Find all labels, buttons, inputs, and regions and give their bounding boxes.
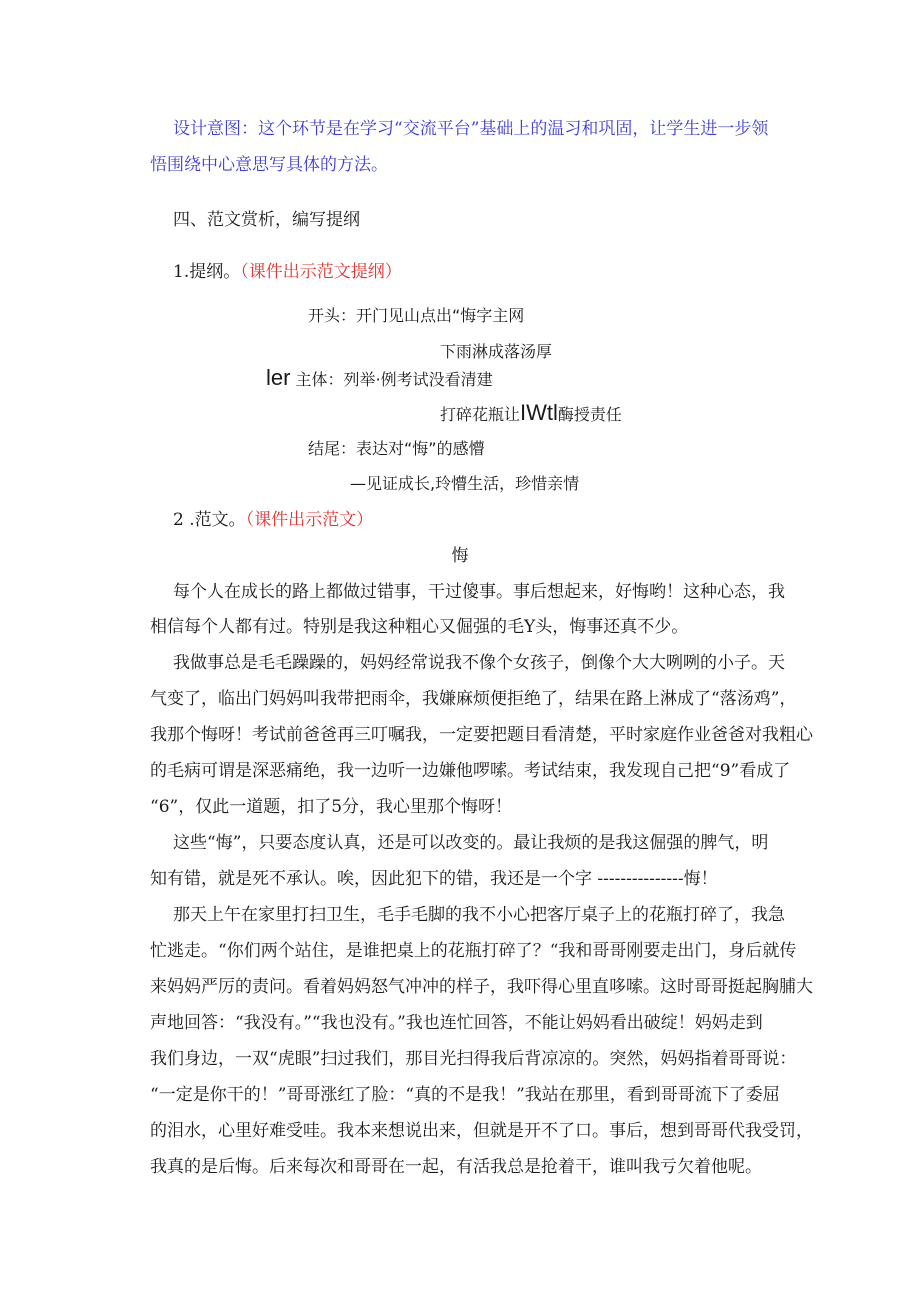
essay-p4-line-5: 我们身边，一双“虎眼”扫过我们，那目光扫得我后背凉凉的。突然，妈妈指着哥哥说： — [150, 1049, 797, 1069]
essay-p1-line-1: 每个人在成长的路上都做过错事，干过傻事。事后想起来，好悔哟！这种心态，我 — [173, 582, 785, 602]
essay-p1-line-2: 相信每个人都有过。特别是我这种粗心又倔强的毛Y头，悔事还真不少。 — [150, 617, 689, 637]
essay-p4-line-3: 来妈妈严厉的责问。看着妈妈怒气冲冲的样子，我吓得心里直哆嗦。这时哥哥挺起胸脯大 — [150, 977, 813, 997]
outline-body-main: 主体：列举·例考试没看清建 — [295, 370, 493, 389]
essay-p2-line-1: 我做事总是毛毛躁躁的，妈妈经常说我不像个女孩子，倒像个大大咧咧的小子。天 — [173, 653, 785, 673]
essay-p4-line-4: 声地回答：“我没有。”“我也没有。”我也连忙回答，不能让妈妈看出破绽！妈妈走到 — [150, 1013, 763, 1033]
essay-p2-line-3: 我那个悔呀！考试前爸爸再三叮嘱我，一定要把题目看清楚，平时家庭作业爸爸对我粗心 — [150, 725, 813, 745]
section-heading: 四、范文赏析，编写提纲 — [173, 210, 360, 230]
outline-ending: 结尾：表达对“悔”的感懵 — [308, 439, 485, 458]
essay-p4-line-7: 的泪水，心里好难受哇。我本来想说出来，但就是开不了口。事后，想到哥哥代我受罚， — [150, 1121, 813, 1141]
essay-p3-line-1: 这些“悔”，只要态度认真，还是可以改变的。最让我烦的是我这倔强的脾气，明 — [173, 833, 769, 853]
item2-heading — [173, 508, 373, 532]
outline-ending-sub: —见证成长,玲懵生活，珍惜亲情 — [350, 474, 580, 493]
essay-title: 悔 — [451, 546, 469, 566]
design-intent-line-1: 设计意图：这个环节是在学习“交流平台”基础上的温习和巩固，让学生进一步领 — [173, 119, 769, 139]
item1-heading — [173, 260, 402, 284]
outline-body-sub3-c: 酶授责任 — [557, 405, 622, 424]
essay-p4-line-6: “一定是你干的！”哥哥涨红了脸：“真的不是我！”我站在那里，看到哥哥流下了委屈 — [150, 1085, 780, 1105]
essay-p4-line-2: 忙逃走。“你们两个站住，是谁把桌上的花瓶打碎了？“我和哥哥刚要走出门，身后就传 — [150, 941, 797, 961]
outline-body-main-line — [266, 366, 493, 392]
essay-p2-line-2: 气变了，临出门妈妈叫我带把雨伞，我嫌麻烦便拒绝了，结果在路上淋成了“落汤鸡”， — [150, 689, 797, 709]
design-intent-line-2: 悟围绕中心意思写具体的方法。 — [150, 155, 388, 175]
outline-opening: 开头：开门见山点出“悔字主网 — [308, 306, 525, 325]
essay-p2-line-4: 的毛病可谓是深恶痛绝，我一边听一边嫌他啰嗦。考试结束，我发现自己把“9”看成了 — [150, 761, 791, 781]
essay-p4-line-8: 我真的是后悔。后来每次和哥哥在一起，有活我总是抢着干，谁叫我亏欠着他呢。 — [150, 1157, 762, 1177]
item1-label: 1.提纲。 — [173, 262, 241, 282]
outline-body-sub3-b: IWtl — [520, 400, 558, 425]
essay-p2-line-5: “6”，仅此一道题，扣了5分，我心里那个悔呀！ — [150, 797, 513, 817]
item1-note: （课件出示范文提纲） — [240, 262, 402, 282]
item2-note: （课件出示范文） — [245, 510, 374, 530]
outline-body-sub1: 下雨淋成落汤厚 — [440, 342, 553, 361]
item2-label: 2 .范文。 — [173, 510, 246, 530]
outline-body-sub3-a: 打碎花瓶让 — [440, 405, 521, 424]
outline-body-prefix: ler — [266, 365, 291, 390]
essay-p3-line-2: 知有错，就是死不承认。唉，因此犯下的错，我还是一个字 ---------------悔！ — [150, 869, 718, 889]
outline-body-sub3-line — [440, 401, 622, 427]
essay-p4-line-1: 那天上午在家里打扫卫生，毛手毛脚的我不小心把客厅桌子上的花瓶打碎了，我急 — [173, 905, 785, 925]
